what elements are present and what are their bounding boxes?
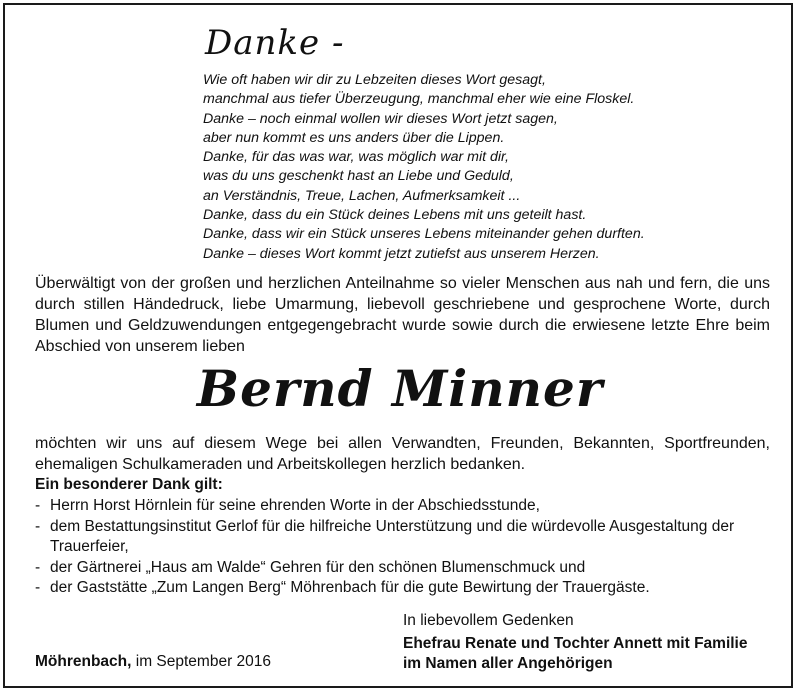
signature-line-2: im Namen aller Angehörigen <box>403 655 613 672</box>
list-item-text: dem Bestattungsinstitut Gerlof für die hilfreiche Unterstützung und die würdevolle Ausgestaltung der Trauerfeier, <box>50 517 735 555</box>
poem-line: Danke, für das was war, was möglich war mit dir, <box>203 149 509 166</box>
deceased-name: Bernd Minner <box>196 359 604 418</box>
list-item <box>35 517 775 558</box>
poem <box>203 71 645 264</box>
special-thanks-list <box>35 496 775 599</box>
signature-line-1: Ehefrau Renate und Tochter Annett mit Familie <box>403 635 748 652</box>
poem-line: an Verständnis, Treue, Lachen, Aufmerksamkeit ... <box>203 187 521 204</box>
poem-line: Danke, dass wir ein Stück unseres Lebens miteinander gehen durften. <box>203 226 645 243</box>
signature <box>403 634 747 674</box>
heading-danke: Danke - <box>205 23 345 63</box>
list-item <box>35 578 775 599</box>
special-thanks-heading: Ein besonderer Dank gilt: <box>35 476 223 493</box>
list-bullet: - <box>35 497 41 514</box>
list-item-text: der Gärtnerei „Haus am Walde“ Gehren für den schönen Blumenschmuck und <box>50 558 586 576</box>
gratitude-paragraph: Überwältigt von der großen und herzlichen Anteilnahme so vieler Menschen aus nah und fern, die uns durch stillen Händedruck, liebe Umarmung, liebevoll geschriebene und gesprochene Worte, durch Blumen und Geldzuwendungen entgegengebracht wurde sowie durch die erwiesene letzte Ehre beim Abschied von unserem lieben <box>35 275 770 355</box>
place-date <box>35 653 271 671</box>
list-item-text: Herrn Horst Hörnlein für seine ehrenden Worte in der Abschiedsstunde, <box>50 497 540 514</box>
closing-phrase: In liebevollem Gedenken <box>403 612 574 629</box>
poem-line: was du uns geschenkt hast an Liebe und Geduld, <box>203 168 514 185</box>
list-bullet: - <box>35 558 41 576</box>
poem-line: manchmal aus tiefer Überzeugung, manchmal eher wie eine Floskel. <box>203 91 635 108</box>
list-item <box>35 558 775 579</box>
place: Möhrenbach, <box>35 653 132 670</box>
thanks-paragraph: möchten wir uns auf diesem Wege bei allen Verwandten, Freunden, Bekannten, Sportfreunden, ehemaligen Schulkameraden und Arbeitskollegen herzlich bedanken. <box>35 435 770 473</box>
list-bullet: - <box>35 579 41 596</box>
list-bullet: - <box>35 517 41 535</box>
poem-line: Danke – noch einmal wollen wir dieses Wort jetzt sagen, <box>203 110 558 127</box>
obituary-thank-you-notice <box>3 3 793 688</box>
poem-line: Danke – dieses Wort kommt jetzt zutiefst aus unserem Herzen. <box>203 245 600 262</box>
list-item-text: der Gaststätte „Zum Langen Berg“ Möhrenbach für die gute Bewirtung der Trauergäste. <box>50 579 650 596</box>
date: im September 2016 <box>131 653 272 670</box>
poem-line: Danke, dass du ein Stück deines Lebens mit uns geteilt hast. <box>203 207 587 224</box>
poem-line: Wie oft haben wir dir zu Lebzeiten dieses Wort gesagt, <box>203 72 546 88</box>
list-item <box>35 496 775 517</box>
poem-line: aber nun kommt es uns anders über die Lippen. <box>203 129 505 146</box>
